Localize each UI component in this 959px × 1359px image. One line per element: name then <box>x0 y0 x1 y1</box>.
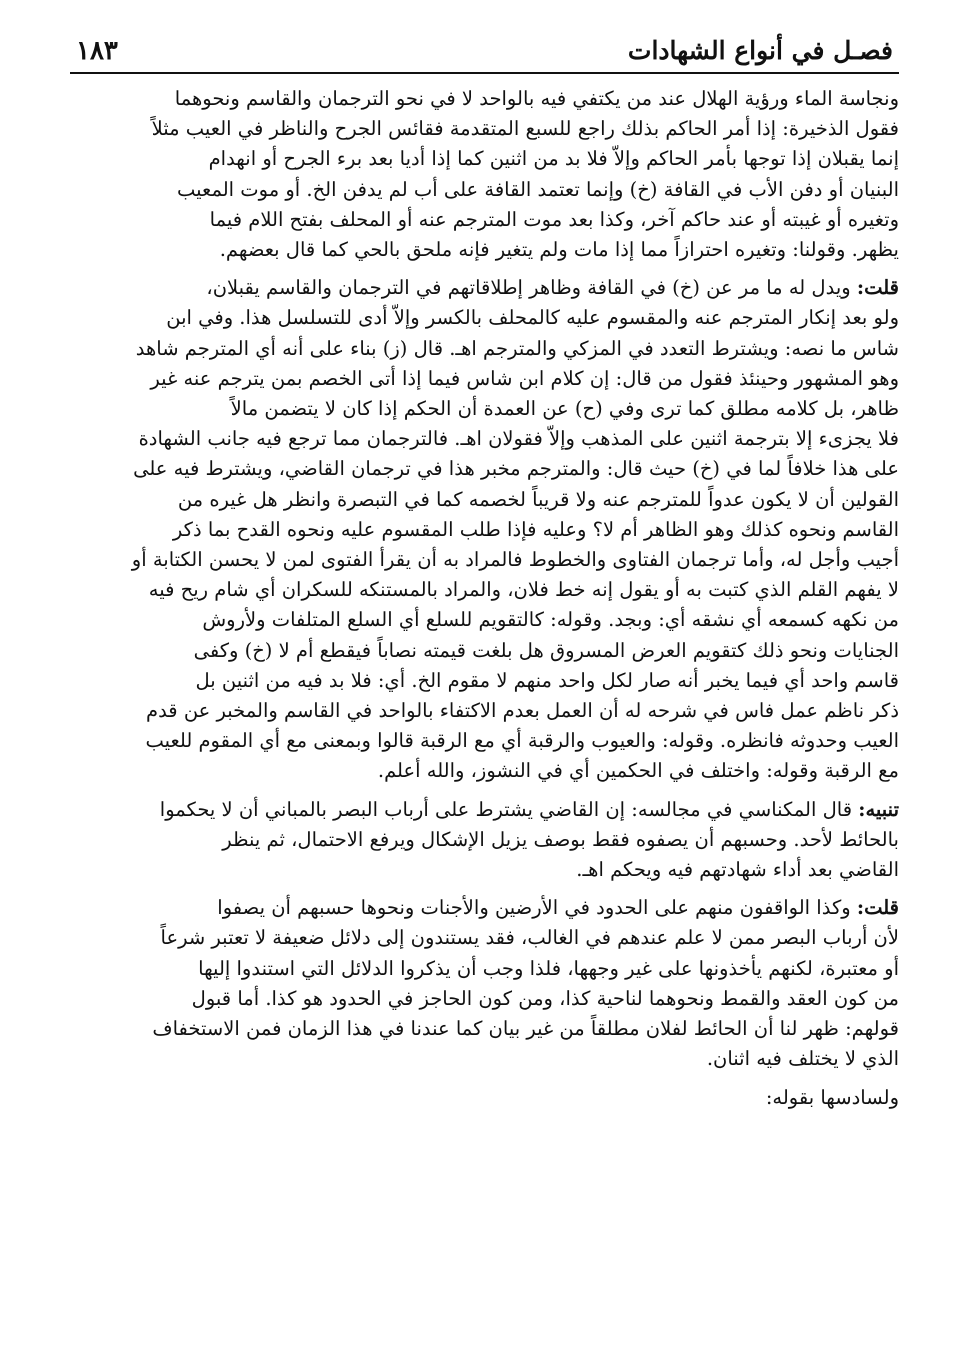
text-line: من كون العقد والقمط ونحوهما لناحية كذا، ومن كون الحاجز في الحدود هو كذا. أما قبول <box>191 986 899 1010</box>
text-line: ذكر ناظم عمل فاس في شرحه له أن العمل بعدم الاكتفاء بالواحد في القاسم والمخبر عن قدم <box>146 699 899 723</box>
paragraph <box>70 795 899 886</box>
text-line: قاسم واحد أي فيما يخبر أنه صار لكل واحد منهم لا مقوم الخ. أي: فلا بد فيه من اثنين بل <box>195 668 899 692</box>
text-line: القاسم ونحوه كذلك وهو الظاهر أم لا؟ وعليه فإذا طلب المقسوم عليه ونحوه القدح بما ذكر <box>172 517 899 541</box>
paragraph-lead: قلت: <box>856 276 899 300</box>
paragraph-lead: قلت: <box>856 896 899 920</box>
running-title: فصـل في أنواع الشهادات <box>627 36 893 65</box>
text-line <box>70 273 899 303</box>
text-line: ولو بعد إنكار المترجم عنه والمقسوم عليه كالمحلف بالكسر وإلاّ أدى للتسلسل هذا. وفي ابن <box>166 306 899 330</box>
text-line: العيب وحدوثه فانظره. وقوله: والعيوب والرقبة أي مع الرقبة قالوا وبمعنى مع أي المقوم للعيب <box>145 729 899 753</box>
paragraph <box>70 893 899 1074</box>
text-line: فقول الذخيرة: إذا أمر الحاكم بذلك راجع للسبع المتقدمة فقائس الجرح والناظر في العيب مثلاً <box>151 117 899 141</box>
text-line: يظهر. وقولنا: وتغيره احترازاً مما إذا مات ولم يتغير فإنه ملحق بالحي كما قال بعضهم. <box>219 238 899 262</box>
text-line: ولسادسها بقوله: <box>765 1085 899 1109</box>
page-number: ١٨٣ <box>76 36 118 66</box>
text-line: القاضي بعد أداء شهادتهم فيه ويحكم اهـ. <box>576 858 899 882</box>
paragraph <box>70 273 899 786</box>
text-line: بالحائط لأحد. وحسبهم أن يصفوه فقط بوصف يزيل الإشكال ويرفع الاحتمال، ثم ينظر <box>222 827 899 851</box>
paragraph <box>70 84 899 265</box>
text-line: شاس ما نصه: ويشترط التعدد في المزكي والمترجم اهـ. قال (ز) بناء على أنه أي المترجم شاهد <box>135 336 899 360</box>
line-text: ويدل له ما مر عن (خ) في القافة وظاهر إطلاقاتهم في الترجمان والقاسم يقبلان، <box>206 276 851 300</box>
paragraph <box>70 1083 899 1113</box>
text-line: من نكهه كسمعه أي نشقه أي: وبجد. وقوله: كالتقويم للسلع أي السلع المتلفات ولأروش <box>202 608 899 632</box>
text-line <box>70 795 899 825</box>
text-line: الجنايات ونحو ذلك كتقويم العرض المسروق هل بلغت قيمته نصاباً فيقطع أم لا (خ) وكفى <box>193 638 899 662</box>
text-line: لا يفهم القلم الذي كتبت به أو يقول إنه خط فلان، والمراد بالمستنكه للسكران أي شام ريح فيه <box>148 578 899 602</box>
text-line <box>70 893 899 923</box>
paragraph-lead: تنبيه: <box>858 797 899 821</box>
text-line: ظاهر، بل كلامه مطلق كما ترى وفي (ح) عن العمدة أن الحكم إذا كان لا يتضمن مالاً <box>230 397 899 421</box>
text-line: على هذا خلافاً لما في (خ) حيث قال: والمترجم مخبر هذا في ترجمان القاضي، ويشترط فيه على <box>133 457 899 481</box>
text-line: مع الرقبة وقوله: واختلف في الحكمين أي في النشوز، والله أعلم. <box>377 759 899 783</box>
text-line: البنيان أو دفن الأب في القافة (خ) وإنما تعتمد القافة على أب لم يدفن الخ. أو موت المعيب <box>177 177 899 201</box>
text-line: إنما يقبلان إذا توجها بأمر الحاكم وإلاّ فلا بد من اثنين كما إذا أديا بعد برء الجرح أو انهدام <box>208 147 899 171</box>
text-line: القولين أن لا يكون عدواً للمترجم عنه ولا قريباً لخصمه كما في التبصرة وانظر هل غيره من <box>177 487 899 511</box>
page-header <box>70 36 899 74</box>
body-text <box>70 84 899 1113</box>
text-line: قولهم: ظهر لنا أن الحائط لفلان مطلقاً من غير بيان كما عندنا في هذا الزمان فمن الاستخفاف <box>152 1017 899 1041</box>
text-line: فلا يجزىء إلا بترجمة اثنين على المذهب وإلاّ فقولان اهـ. فالترجمان مما ترجع فيه جانب الشهادة <box>138 427 899 451</box>
line-text: وكذا الواقفون منهم على الحدود في الأرضين والأجنات ونحوها حسبهم أن يصفوا <box>217 896 851 920</box>
text-line: ونجاسة الماء ورؤية الهلال عند من يكتفي فيه بالواحد لا في نحو الترجمان والقاسم ونحوهما <box>174 87 899 110</box>
text-line: وهو المشهور وحينئذ فقول من قال: إن كلام ابن شاس فيما إذا أتى الخصم بمن يترجم عنه غير <box>150 366 899 390</box>
text-line: لأن أرباب البصر ممن لا علم عندهم في الغالب، فقد يستندون إلى دلائل ضعيفة لا تعتبر شرعاً <box>160 926 899 950</box>
text-line: أجيب وأجل له، وأما ترجمان الفتاوى والخطوط فالمراد به أن يقرأ الفتوى لمن لا يحسن الكتابة أو <box>131 548 899 572</box>
line-text: قال المكناسي في مجالسه: إن القاضي يشترط على أرباب البصر بالمباني أن لا يحكموا <box>159 797 853 821</box>
text-line: وتغيره أو غيبته أو عند حاكم آخر، وكذا بعد موت المترجم عنه أو المحلف بفتح اللام فيما <box>209 207 899 231</box>
text-line: الذي لا يختلف فيه اثنان. <box>706 1047 899 1071</box>
text-line: أو معتبرة، لكنهم يأخذونها على غير وجهها، فلذا وجب أن يذكروا الدلائل التي استندوا إليها <box>198 956 899 980</box>
